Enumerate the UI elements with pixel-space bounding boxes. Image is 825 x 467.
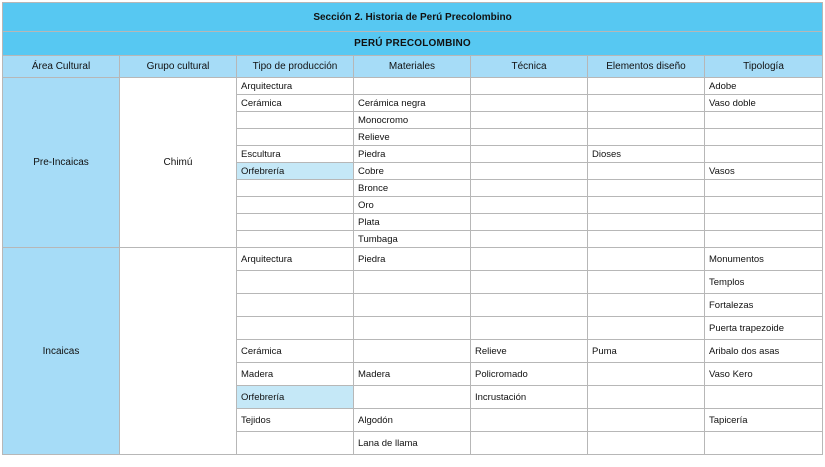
elementos-diseno-cell: Dioses [588, 146, 705, 163]
materiales-cell: Algodón [354, 409, 471, 432]
tecnica-cell: Incrustación [471, 386, 588, 409]
table-subtitle: PERÚ PRECOLOMBINO [3, 32, 823, 56]
tecnica-cell [471, 163, 588, 180]
elementos-diseno-cell [588, 363, 705, 386]
materiales-cell: Cobre [354, 163, 471, 180]
tecnica-cell: Policromado [471, 363, 588, 386]
materiales-cell [354, 340, 471, 363]
elementos-diseno-cell: Puma [588, 340, 705, 363]
tipo-produccion-cell: Arquitectura [237, 248, 354, 271]
tipologia-cell [705, 146, 823, 163]
tipologia-cell [705, 231, 823, 248]
tecnica-cell [471, 409, 588, 432]
tipologia-cell: Vaso Kero [705, 363, 823, 386]
tipo-produccion-cell [237, 231, 354, 248]
tipo-produccion-cell: Arquitectura [237, 78, 354, 95]
tipologia-cell [705, 180, 823, 197]
tipologia-cell: Tapicería [705, 409, 823, 432]
materiales-cell: Plata [354, 214, 471, 231]
header-grupo-cultural: Grupo cultural [120, 56, 237, 78]
materiales-cell: Relieve [354, 129, 471, 146]
tipologia-cell: Monumentos [705, 248, 823, 271]
tipo-produccion-cell [237, 271, 354, 294]
elementos-diseno-cell [588, 271, 705, 294]
header-tecnica: Técnica [471, 56, 588, 78]
header-elementos-diseno: Elementos diseño [588, 56, 705, 78]
tecnica-cell [471, 129, 588, 146]
materiales-cell [354, 317, 471, 340]
materiales-cell: Oro [354, 197, 471, 214]
tipo-produccion-cell: Tejidos [237, 409, 354, 432]
elementos-diseno-cell [588, 317, 705, 340]
table-row [3, 78, 823, 95]
elementos-diseno-cell [588, 248, 705, 271]
materiales-cell [354, 78, 471, 95]
tecnica-cell [471, 214, 588, 231]
tipo-produccion-cell: Escultura [237, 146, 354, 163]
header-tipo-produccion: Tipo de producción [237, 56, 354, 78]
tecnica-cell [471, 146, 588, 163]
elementos-diseno-cell [588, 231, 705, 248]
tecnica-cell [471, 231, 588, 248]
elementos-diseno-cell [588, 163, 705, 180]
materiales-cell: Madera [354, 363, 471, 386]
materiales-cell: Bronce [354, 180, 471, 197]
materiales-cell [354, 294, 471, 317]
tipologia-cell [705, 112, 823, 129]
materiales-cell: Piedra [354, 248, 471, 271]
tipo-produccion-cell: Cerámica [237, 95, 354, 112]
header-tipologia: Tipología [705, 56, 823, 78]
tipo-produccion-cell [237, 197, 354, 214]
tipo-produccion-cell: Orfebrería [237, 163, 354, 180]
tecnica-cell [471, 180, 588, 197]
tipologia-cell: Vaso doble [705, 95, 823, 112]
tecnica-cell [471, 78, 588, 95]
elementos-diseno-cell [588, 294, 705, 317]
materiales-cell [354, 386, 471, 409]
tipo-produccion-cell [237, 180, 354, 197]
tecnica-cell [471, 294, 588, 317]
tipo-produccion-cell: Madera [237, 363, 354, 386]
area-cultural-cell: Pre-Incaicas [3, 78, 120, 248]
tipologia-cell [705, 432, 823, 455]
tecnica-cell [471, 197, 588, 214]
tipo-produccion-cell [237, 214, 354, 231]
elementos-diseno-cell [588, 432, 705, 455]
tipologia-cell [705, 129, 823, 146]
materiales-cell: Cerámica negra [354, 95, 471, 112]
tipologia-cell: Adobe [705, 78, 823, 95]
tipo-produccion-cell [237, 129, 354, 146]
elementos-diseno-cell [588, 214, 705, 231]
tipo-produccion-cell [237, 432, 354, 455]
grupo-cultural-cell: Chimú [120, 78, 237, 248]
tipologia-cell [705, 197, 823, 214]
elementos-diseno-cell [588, 197, 705, 214]
elementos-diseno-cell [588, 386, 705, 409]
tipologia-cell: Fortalezas [705, 294, 823, 317]
elementos-diseno-cell [588, 95, 705, 112]
header-materiales: Materiales [354, 56, 471, 78]
tipo-produccion-cell [237, 112, 354, 129]
tipologia-cell: Puerta trapezoide [705, 317, 823, 340]
materiales-cell: Piedra [354, 146, 471, 163]
tecnica-cell [471, 317, 588, 340]
section-title: Sección 2. Historia de Perú Precolombino [3, 3, 823, 32]
tipologia-cell [705, 386, 823, 409]
area-cultural-cell: Incaicas [3, 248, 120, 455]
tipologia-cell: Aribalo dos asas [705, 340, 823, 363]
tipologia-cell: Templos [705, 271, 823, 294]
tipologia-cell [705, 214, 823, 231]
header-row [3, 56, 823, 78]
table-row [3, 248, 823, 271]
tecnica-cell [471, 432, 588, 455]
tecnica-cell: Relieve [471, 340, 588, 363]
tecnica-cell [471, 112, 588, 129]
materiales-cell [354, 271, 471, 294]
tecnica-cell [471, 248, 588, 271]
precolombino-table [2, 2, 823, 455]
materiales-cell: Lana de llama [354, 432, 471, 455]
elementos-diseno-cell [588, 78, 705, 95]
materiales-cell: Monocromo [354, 112, 471, 129]
tipo-produccion-cell: Orfebrería [237, 386, 354, 409]
elementos-diseno-cell [588, 180, 705, 197]
elementos-diseno-cell [588, 112, 705, 129]
tipologia-cell: Vasos [705, 163, 823, 180]
tipo-produccion-cell: Cerámica [237, 340, 354, 363]
tecnica-cell [471, 271, 588, 294]
elementos-diseno-cell [588, 409, 705, 432]
tecnica-cell [471, 95, 588, 112]
grupo-cultural-cell [120, 248, 237, 455]
tipo-produccion-cell [237, 317, 354, 340]
tipo-produccion-cell [237, 294, 354, 317]
header-area-cultural: Área Cultural [3, 56, 120, 78]
elementos-diseno-cell [588, 129, 705, 146]
materiales-cell: Tumbaga [354, 231, 471, 248]
